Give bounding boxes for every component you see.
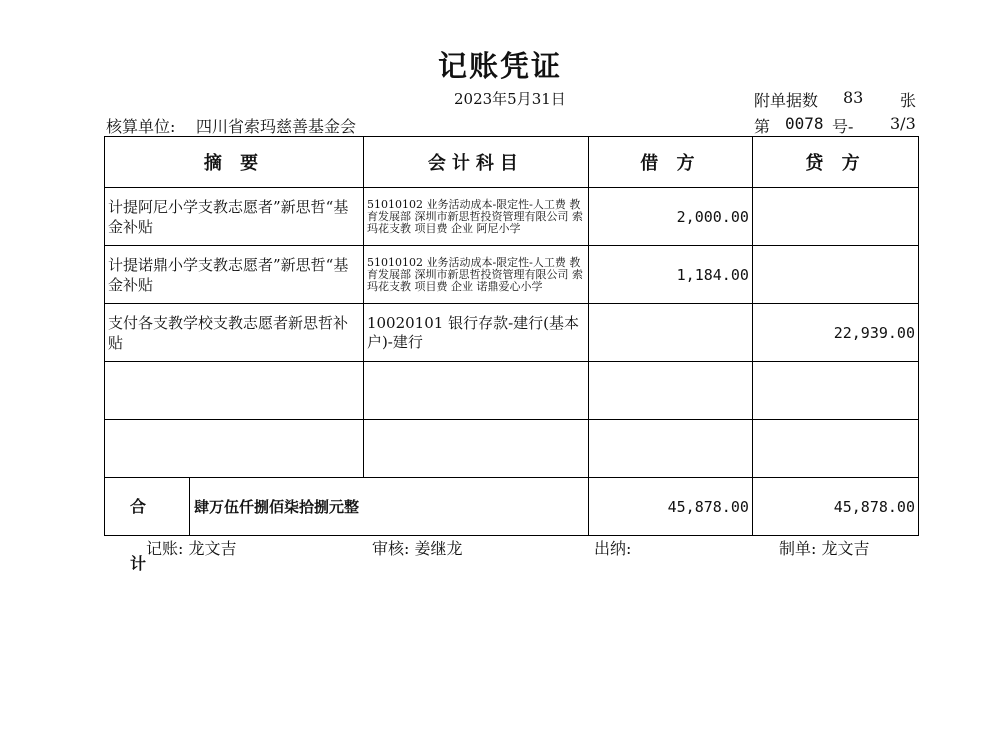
row-debit: 1,184.00 <box>588 246 752 304</box>
row-account: 51010102 业务活动成本-限定性-人工费 教育发展部 深圳市新思哲投资管理有限公司 索玛花支教 项目费 企业 阿尼小学 <box>363 188 588 246</box>
voucher-page: 3/3 <box>890 114 916 133</box>
voucher-number: 0078 <box>785 114 824 133</box>
empty-cell <box>363 420 588 478</box>
row-summary: 计提阿尼小学支教志愿者”新思哲“基金补贴 <box>105 188 364 246</box>
attachments-count: 83 <box>843 88 864 107</box>
debit-header: 借 方 <box>588 137 752 188</box>
empty-cell <box>752 420 918 478</box>
total-credit: 45,878.00 <box>752 478 918 536</box>
row-summary: 计提诺鼎小学支教志愿者”新思哲“基金补贴 <box>105 246 364 304</box>
table-row <box>105 246 919 304</box>
total-row <box>105 478 919 536</box>
empty-cell <box>105 420 364 478</box>
row-credit <box>752 188 918 246</box>
empty-cell <box>588 420 752 478</box>
empty-cell <box>588 362 752 420</box>
row-summary: 支付各支教学校支教志愿者新思哲补贴 <box>105 304 364 362</box>
table-row <box>105 304 919 362</box>
accounting-unit-value: 四川省索玛慈善基金会 <box>196 117 357 136</box>
empty-cell <box>752 362 918 420</box>
empty-cell <box>105 362 364 420</box>
table-header <box>105 137 919 188</box>
bookkeeper-signature: 记账: 龙文吉 <box>146 539 237 558</box>
voucher-title: 记账凭证 <box>437 49 562 83</box>
reviewer-signature: 审核: 姜继龙 <box>372 539 463 558</box>
table-row-empty <box>105 420 919 478</box>
row-debit: 2,000.00 <box>588 188 752 246</box>
row-credit: 22,939.00 <box>752 304 918 362</box>
cashier-signature: 出纳: <box>594 539 632 558</box>
total-label: 合 计 <box>105 478 190 535</box>
credit-header: 贷 方 <box>752 137 918 188</box>
preparer-signature: 制单: 龙文吉 <box>779 539 870 558</box>
table-row <box>105 188 919 246</box>
attachments-label: 附单据数 <box>754 91 819 110</box>
row-debit <box>588 304 752 362</box>
row-account: 51010102 业务活动成本-限定性-人工费 教育发展部 深圳市新思哲投资管理有限公司 索玛花支教 项目费 企业 诺鼎爱心小学 <box>363 246 588 304</box>
table-row-empty <box>105 362 919 420</box>
account-header: 会计科目 <box>363 137 588 188</box>
voucher-number-suffix: 号- <box>832 117 854 136</box>
empty-cell <box>363 362 588 420</box>
row-credit <box>752 246 918 304</box>
row-account: 10020101 银行存款-建行(基本户)-建行 <box>363 304 588 362</box>
accounting-unit-label: 核算单位: <box>106 117 176 136</box>
voucher-date: 2023年5月31日 <box>454 90 566 108</box>
total-amount-words: 肆万伍仟捌佰柒拾捌元整 <box>194 498 360 516</box>
attachments-unit: 张 <box>900 91 917 110</box>
total-debit: 45,878.00 <box>588 478 752 536</box>
voucher-number-prefix: 第 <box>754 117 771 136</box>
summary-header: 摘 要 <box>105 137 364 188</box>
